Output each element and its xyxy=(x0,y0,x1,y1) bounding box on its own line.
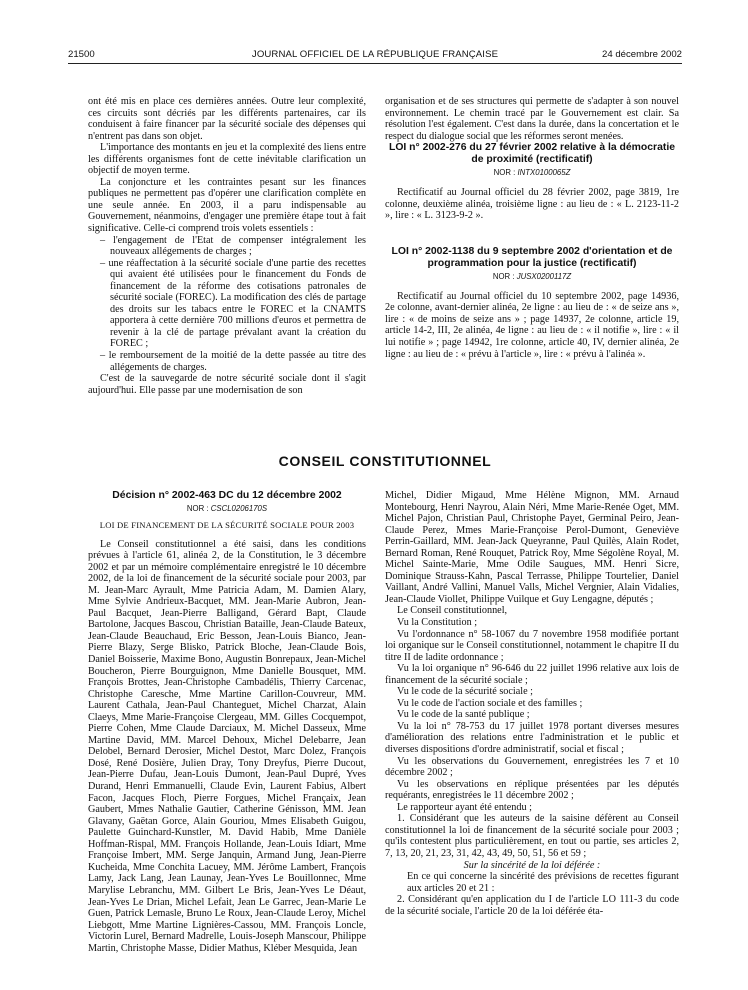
nor-label: NOR : xyxy=(493,168,516,178)
nor-code: JUSX0200117Z xyxy=(516,271,572,281)
decision-left-column xyxy=(88,490,366,954)
paragraph: Michel, Didier Migaud, Mme Hélène Mignon, MM. Arnaud Montebourg, Henri Nayrou, Alain Néri, Mme Marie-Renée Oget, MM. Michel Pajon, Christian Paul, Christophe Payet, Germinal Peiro, Jean-Claude Perez, Mmes Marie-Françoise Perol-Dumont, Geneviève Perrin-Gaillard, MM. Jean-Jack Queyranne, Paul Quilès, Alain Rodet, Bernard Roman, René Rouquet, Patrick Roy, Mme Ségolène Royal, M. Michel Sainte-Marie, Mme Odile Saugues, MM. Henri Sicre, Dominique Strauss-Kahn, Pascal Terrasse, Philippe Tourtelier, Daniel Vaillant, André Vallini, Manuel Valls, Michel Vergnier, Alain Vidalies, Jean-Claude Viollet, Philippe Vuilque et Guy Lengagne, députés ; xyxy=(385,490,679,605)
considerant: 1. Considérant que les auteurs de la saisine défèrent au Conseil constitutionnel la loi de financement de la sécurité sociale pour 2003 ; qu'ils contestent plus particulièrement, en tout ou partie, ses articles 2, 7, 13, 20, 21, 23, 31, 42, 43, 49, 50, 51, 56 et 59 ; xyxy=(385,813,679,859)
visa: Le rapporteur ayant été entendu ; xyxy=(397,801,532,813)
rectificatif-text: Rectificatif au Journal officiel du 10 septembre 2002, page 14936, 2e colonne, avant-dernier alinéa, 2e ligne : au lieu de : « de seize ans », lire : « de moins de seize ans » ; page 14937, 2e colonne, article 19, article 14-2, III, 2e alinéa, 4e ligne : au lieu de : « il notifie », lire : « il lui notifie » ; page 14942, 1re colonne, article 40, IV, dernier alinéa, 2e ligne : au lieu de : « prévu à l'article », lire : « prévu à l'alinéa ». xyxy=(385,290,679,360)
visa: Vu les observations en réplique présentées par les députés requérants, enregistrées le 11 décembre 2002 ; xyxy=(385,778,679,802)
page-header xyxy=(68,49,682,63)
paragraph: organisation et de ses structures qui permette de s'adapter à son nouvel environnement. Le chemin tracé par le Gouvernement est clair. Sa résolution l'est également. C'est dans la durée, dans la concertation et le respect du dialogue social que les réformes seront menées. xyxy=(385,96,679,142)
nor-reference xyxy=(385,272,679,282)
bullet-item: – une réaffectation à la sécurité sociale d'une partie des recettes qui avaient été utilisées pour le financement du Fonds de financement de la réforme des cotisations patronales de sécurité sociale (FOREC). La modification des clés de partage des droits sur les tabacs entre le FOREC et la CNAMTS apportera à cette dernière 700 millions d'euros et permettra de revenir à la clé de partage prévalant avant la création du FOREC ; xyxy=(100,257,366,350)
decision-title: Décision n° 2002-463 DC du 12 décembre 2002 xyxy=(112,490,342,501)
header-rule xyxy=(68,63,682,64)
paragraph: La conjoncture et les contraintes pesant sur les finances publiques ne permettent pas d'opérer une clarification complète en une seule année. En 2003, il a paru indispensable au Gouvernement, néanmoins, d'engager une première étape tout à fait significative. Celle-ci comprend trois volets essentiels : xyxy=(88,176,366,235)
rectificatif-text: Rectificatif au Journal officiel du 28 février 2002, page 3819, 1re colonne, deuxième alinéa, troisième ligne : au lieu de : « L. 2123-11-2 », lire : « L. 3123-9-2 ». xyxy=(385,187,679,222)
visa: Vu le code de l'action sociale et des familles ; xyxy=(397,697,583,709)
paragraph: L'importance des montants en jeu et la complexité des liens entre les différents organismes font de cette inévitable clarification un objectif de moyen terme. xyxy=(88,142,366,177)
top-left-column xyxy=(88,96,366,396)
visa: Vu la loi n° 78-753 du 17 juillet 1978 portant diverses mesures d'amélioration des relations entre l'administration et le public et diverses dispositions d'ordre administratif, social et fiscal ; xyxy=(385,720,679,756)
journal-title: JOURNAL OFFICIEL DE LA RÉPUBLIQUE FRANÇAISE xyxy=(251,49,499,60)
law-title: LOI n° 2002-276 du 27 février 2002 relative à la démocratie de proximité (rectificatif) xyxy=(388,142,675,166)
section-title: CONSEIL CONSTITUTIONNEL xyxy=(278,453,492,469)
nor-code: CSCL0206170S xyxy=(210,504,268,513)
decision-subtitle: LOI DE FINANCEMENT DE LA SÉCURITÉ SOCIALE POUR 2003 xyxy=(99,520,355,530)
visa: Vu la Constitution ; xyxy=(397,617,478,629)
paragraph: C'est de la sauvegarde de notre sécurité sociale dont il s'agit aujourd'hui. Elle passe par une modernisation de son xyxy=(88,373,366,396)
considerant: 2. Considérant qu'en application du I de l'article LO 111-3 du code de la sécurité sociale, l'article 20 de la loi déférée éta- xyxy=(385,894,679,917)
nor-label: NOR : xyxy=(492,271,515,281)
top-right-column xyxy=(385,96,679,360)
law-title: LOI n° 2002-1138 du 9 septembre 2002 d'orientation et de programmation pour la justice (rectificatif) xyxy=(391,245,673,269)
sub-subheading: En ce qui concerne la sincérité des prévisions de recettes figurant aux articles 20 et 21 : xyxy=(407,871,679,894)
visa: Vu les observations du Gouvernement, enregistrées les 7 et 10 décembre 2002 ; xyxy=(385,755,679,779)
visa: Vu le code de la santé publique ; xyxy=(397,709,530,721)
visa: Vu l'ordonnance n° 58-1067 du 7 novembre 1958 modifiée portant loi organique sur le Conseil constitutionnel, notamment le chapitre II du titre II de ladite ordonnance ; xyxy=(385,628,679,663)
page-number: 21500 xyxy=(68,49,95,60)
nor-reference xyxy=(88,504,366,514)
publication-date: 24 décembre 2002 xyxy=(601,49,682,60)
nor-label: NOR : xyxy=(186,504,209,513)
nor-reference xyxy=(385,168,679,178)
paragraph: ont été mis en place ces dernières années. Outre leur complexité, ces circuits sont décriés par les différents partenaires, car ils conduisent à faire financer par la sécurité sociale des dépenses qui n'entrent pas dans son objet. xyxy=(88,96,366,142)
subheading: Sur la sincérité de la loi déférée : xyxy=(463,859,601,871)
decision-right-column xyxy=(385,490,679,917)
visa: Vu le code de la sécurité sociale ; xyxy=(397,686,534,698)
bullet-item: – l'engagement de l'Etat de compenser intégralement les nouveaux allégements de charges ; xyxy=(100,234,366,258)
nor-code: INTX0100065Z xyxy=(517,168,571,178)
visa: Vu la loi organique n° 96-646 du 22 juillet 1996 relative aux lois de financement de la sécurité sociale ; xyxy=(385,663,679,686)
paragraph: Le Conseil constitutionnel a été saisi, dans les conditions prévues à l'article 61, alinéa 2, de la Constitution, le 3 décembre 2002 et par un mémoire complémentaire enregistré le 10 décembre 2002, de la loi de financement de la sécurité sociale pour 2003, par M. Jean-Marc Ayrault, Mme Patricia Adam, M. Damien Alary, Mme Sylvie Andrieux-Bacquet, MM. Jean-Marie Aubron, Jean-Paul Bacquet, Jean-Pierre Balligand, Gérard Bapt, Claude Bartolone, Jacques Bascou, Christian Bataille, Jean-Claude Bateux, Jean-Claude Beauchaud, Eric Besson, Jean-Louis Bianco, Jean-Pierre Blazy, Serge Blisko, Patrick Bloche, Jean-Claude Bois, Daniel Boisserie, Maxime Bono, Augustin Bonrepaux, Jean-Michel Boucheron, Pierre Bourguignon, Mme Danielle Bousquet, MM. François Brottes, Jean-Christophe Cambadélis, Thierry Carcenac, Christophe Caresche, Mme Martine Carillon-Couvreur, MM. Laurent Cathala, Jean-Paul Chanteguet, Michel Charzat, Alain Claeys, Mme Marie-Françoise Clergeau, MM. Gilles Cocquempot, Pierre Cohen, Mme Claude Darciaux, M. Michel Dasseux, Mme Martine David, MM. Marcel Dehoux, Michel Delebarre, Jean Delobel, Bernard Derosier, Michel Destot, Marc Dolez, François Dosé, René Dosière, Julien Dray, Tony Dreyfus, Pierre Ducout, Jean-Pierre Dufau, Jean-Louis Dumont, Jean-Paul Dupré, Yves Durand, Henri Emmanuelli, Claude Evin, Laurent Fabius, Albert Facon, Jacques Floch, Pierre Forgues, Michel Françaix, Jean Gaubert, Mmes Nathalie Gautier, Catherine Génisson, MM. Jean Glavany, Gaëtan Gorce, Alain Gouriou, Mmes Elisabeth Guigou, Paulette Guinchard-Kunstler, M. David Habib, Mme Danièle Hoffman-Rispal, MM. François Hollande, Jean-Louis Idiart, Mme Françoise Imbert, MM. Serge Janquin, Armand Jung, Jean-Pierre Kucheida, Mme Conchita Lacuey, MM. Jérôme Lambert, François Lamy, Jack Lang, Jean Launay, Jean-Yves Le Bouillonnec, Mme Marylise Lebranchu, MM. Gilbert Le Bris, Jean-Yves Le Déaut, Jean-Yves Le Drian, Michel Lefait, Jean Le Garrec, Jean-Marie Le Guen, Patrick Lemasle, Bruno Le Roux, Jean-Claude Leroy, Michel Liebgott, Mme Martine Lignières-Cassou, MM. François Loncle, Victorin Lurel, Bernard Madrelle, Louis-Joseph Manscour, Philippe Martin, Christophe Masse, Didier Mathus, Kléber Mesquida, Jean xyxy=(88,538,366,954)
bullet-item: – le remboursement de la moitié de la dette passée au titre des allégements de charges. xyxy=(100,350,366,373)
visa: Le Conseil constitutionnel, xyxy=(397,605,508,617)
